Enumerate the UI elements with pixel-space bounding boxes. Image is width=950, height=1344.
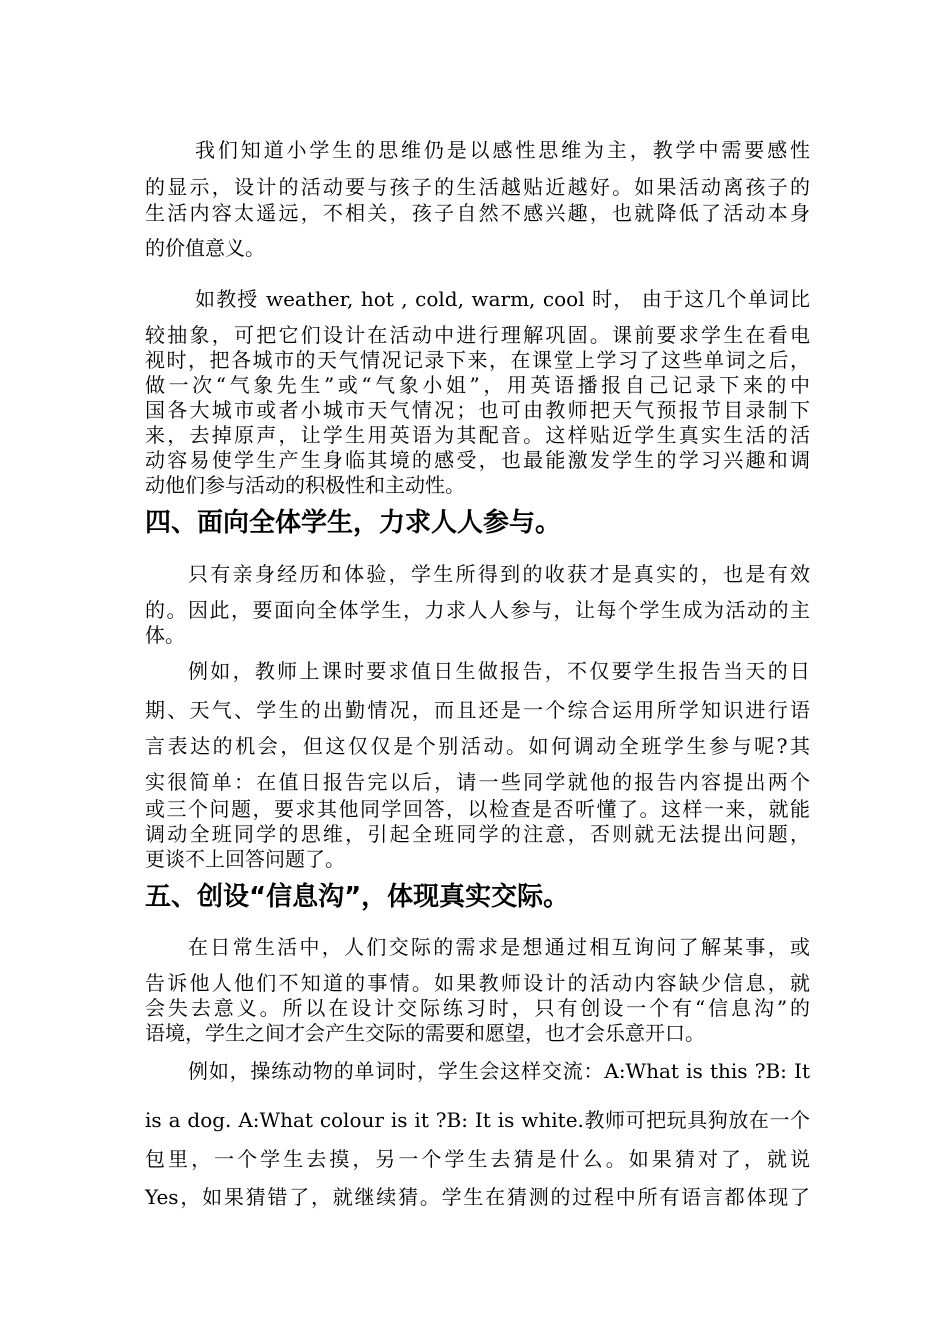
- paragraph-line: 期、天气、学生的出勤情况，而且还是一个综合运用所学知识进行语: [145, 698, 810, 722]
- paragraph-line: 言表达的机会，但这仅仅是个别活动。如何调动全班学生参与呢?其: [145, 734, 810, 758]
- paragraph-line: 动容易使学生产生身临其境的感受，也最能激发学生的学习兴趣和调: [145, 448, 810, 472]
- paragraph-line: 较抽象，可把它们设计在活动中进行理解巩固。课前要求学生在看电: [145, 323, 810, 347]
- paragraph-line: 做一次“气象先生”或“气象小姐”，用英语播报自己记录下来的中: [145, 373, 810, 397]
- paragraph-line: 生活内容太遥远，不相关，孩子自然不感兴趣，也就降低了活动本身: [145, 201, 810, 225]
- paragraph-line: 调动全班同学的思维，引起全班同学的注意，否则就无法提出问题，: [145, 822, 810, 846]
- section-heading: 四、面向全体学生，力求人人参与。: [145, 508, 562, 538]
- paragraph-line: 视时，把各城市的天气情况记录下来，在课堂上学习了这些单词之后，: [145, 348, 810, 372]
- paragraph-line: 我们知道小学生的思维仍是以感性思维为主，教学中需要感性: [195, 138, 810, 162]
- paragraph-line: 在日常生活中，人们交际的需求是想通过相互询问了解某事，或: [188, 935, 810, 959]
- paragraph-line: is a dog. A:What colour is it ?B: It is white.教师可把玩具狗放在一个: [145, 1108, 810, 1132]
- paragraph-line: 实很简单：在值日报告完以后，请一些同学就他的报告内容提出两个: [145, 770, 810, 794]
- paragraph-line: Yes，如果猜错了，就继续猜。学生在猜测的过程中所有语言都体现了: [145, 1185, 810, 1209]
- paragraph-line: 会失去意义。所以在设计交际练习时，只有创设一个有“信息沟”的: [145, 996, 810, 1020]
- paragraph-line: 或三个问题，要求其他同学回答，以检查是否听懂了。这样一来，就能: [145, 797, 810, 821]
- paragraph-line: 的价值意义。: [145, 236, 265, 260]
- paragraph-line: 更谈不上回答问题了。: [145, 847, 345, 871]
- paragraph-line: 例如，操练动物的单词时，学生会这样交流：A:What is this ?B: It: [188, 1059, 810, 1083]
- paragraph-line: 例如，教师上课时要求值日生做报告，不仅要学生报告当天的日: [188, 659, 810, 683]
- paragraph-line: 的。因此，要面向全体学生，力求人人参与，让每个学生成为活动的主: [145, 598, 810, 622]
- paragraph-line: 语境，学生之间才会产生交际的需要和愿望，也才会乐意开口。: [145, 1021, 705, 1045]
- paragraph-line: 如教授 weather, hot , cold, warm, cool 时， 由于这几个单词比: [195, 287, 810, 311]
- paragraph-line: 来，去掉原声，让学生用英语为其配音。这样贴近学生真实生活的活: [145, 423, 810, 447]
- paragraph-line: 体。: [145, 623, 185, 647]
- section-heading: 五、创设“信息沟”，体现真实交际。: [145, 882, 570, 912]
- paragraph-line: 告诉他人他们不知道的事情。如果教师设计的活动内容缺少信息，就: [145, 971, 810, 995]
- paragraph-line: 只有亲身经历和体验，学生所得到的收获才是真实的，也是有效: [188, 562, 810, 586]
- paragraph-line: 国各大城市或者小城市天气情况；也可由教师把天气预报节目录制下: [145, 398, 810, 422]
- paragraph-line: 包里，一个学生去摸，另一个学生去猜是什么。如果猜对了，就说: [145, 1147, 810, 1171]
- paragraph-line: 动他们参与活动的积极性和主动性。: [145, 473, 465, 497]
- paragraph-line: 的显示，设计的活动要与孩子的生活越贴近越好。如果活动离孩子的: [145, 175, 810, 199]
